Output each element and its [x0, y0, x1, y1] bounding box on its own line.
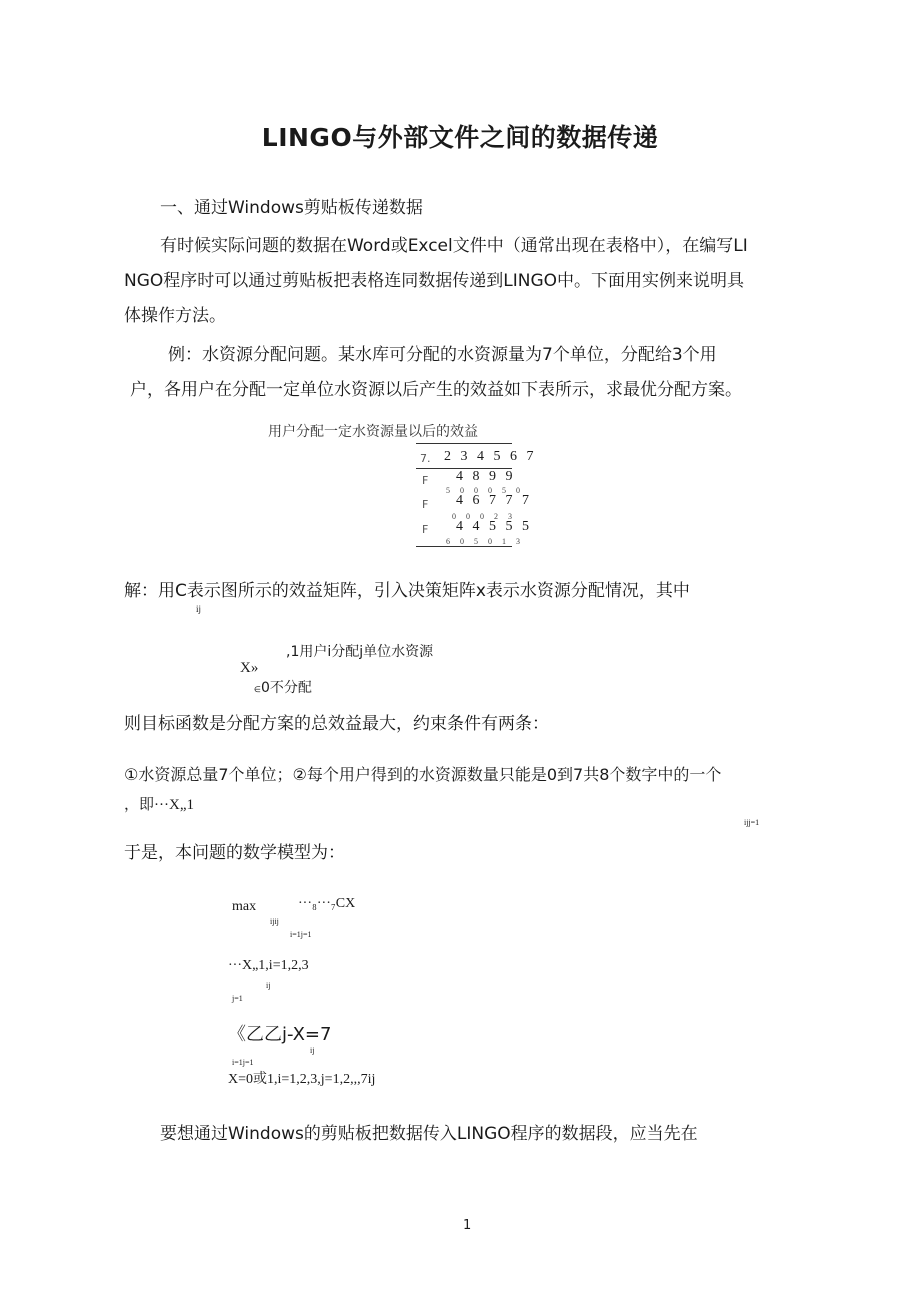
constraints-line-2: ，即···X„1 [124, 797, 194, 813]
math-max: max [232, 899, 257, 914]
table-row: 4 6 7 7 7 [456, 493, 532, 508]
example-line-2: 户，各用户在分配一定单位水资源以后产生的效益如下表所示，求最优分配方案。 [130, 380, 742, 400]
math-constraint-2-sub: i=1j=1 [232, 1058, 254, 1067]
table-caption: 用户分配一定水资源量以后的效益 [268, 424, 478, 440]
intro-line-3: 体操作方法。 [124, 306, 226, 326]
math-constraint-2-sub: ij [310, 1046, 315, 1055]
math-constraint-3: X=0或1,i=1,2,3,j=1,2,,,7ij [228, 1072, 376, 1087]
objective-text: 则目标函数是分配方案的总效益最大，约束条件有两条： [124, 714, 549, 734]
page-number: 1 [463, 1218, 472, 1233]
constraints-subscript: ijj=1 [744, 818, 760, 827]
table-row-mark: F [422, 498, 429, 511]
x-def-case-2: ∈0不分配 [254, 680, 312, 696]
section-heading: 一、通过Windows剪贴板传递数据 [160, 198, 423, 218]
x-def-case-1: ,1用户i分配j单位水资源 [286, 644, 434, 660]
table-row-fragment: 6 0 5 0 1 3 [446, 537, 524, 546]
table-row: 4 4 5 5 5 [456, 519, 532, 534]
table-row-mark: F [422, 523, 429, 536]
math-objective-sub: ijij [270, 917, 279, 926]
table-row-mark: F [422, 474, 429, 487]
solution-text: 解：用C表示图所示的效益矩阵，引入决策矩阵x表示水资源分配情况，其中 [124, 581, 690, 601]
intro-line-1: 有时候实际问题的数据在Word或Excel文件中（通常出现在表格中），在编写LI [160, 236, 748, 256]
model-intro: 于是，本问题的数学模型为： [124, 843, 345, 863]
math-constraint-1-sub: ij [266, 981, 271, 990]
solution-subscript: ij [196, 604, 202, 614]
table-row-fragment: 5 0 0 0 5 0 [446, 486, 524, 495]
constraints-line-1: ①水资源总量7个单位；②每个用户得到的水资源数量只能是0到7共8个数字中的一个 [124, 765, 722, 784]
math-objective-sum: ···₈···₇CX [298, 896, 356, 911]
math-objective-sub: i=1j=1 [290, 930, 312, 939]
table-header-mark: 7. [420, 452, 431, 465]
table-row-fragment: 0 0 0 2 3 [452, 512, 516, 521]
x-def-lhs: X» [240, 660, 259, 676]
math-constraint-1: ···X„1,i=1,2,3 [228, 958, 309, 973]
table-bottom-rule [416, 546, 512, 547]
intro-line-2: NGO程序时可以通过剪贴板把表格连同数据传递到LINGO中。下面用实例来说明具 [124, 271, 745, 291]
example-line-1: 例：水资源分配问题。某水库可分配的水资源量为7个单位，分配给3个用 [168, 345, 717, 365]
table-top-rule [416, 443, 512, 444]
table-row: 4 8 9 9 [456, 469, 516, 484]
math-constraint-2: 《乙乙j-X=7 [228, 1024, 332, 1045]
table-header-values: 2 3 4 5 6 7 [444, 449, 537, 464]
page-title: LINGO与外部文件之间的数据传递 [261, 123, 659, 152]
math-constraint-1-sub: j=1 [232, 994, 243, 1003]
closing-paragraph: 要想通过Windows的剪贴板把数据传入LINGO程序的数据段，应当先在 [160, 1124, 698, 1144]
